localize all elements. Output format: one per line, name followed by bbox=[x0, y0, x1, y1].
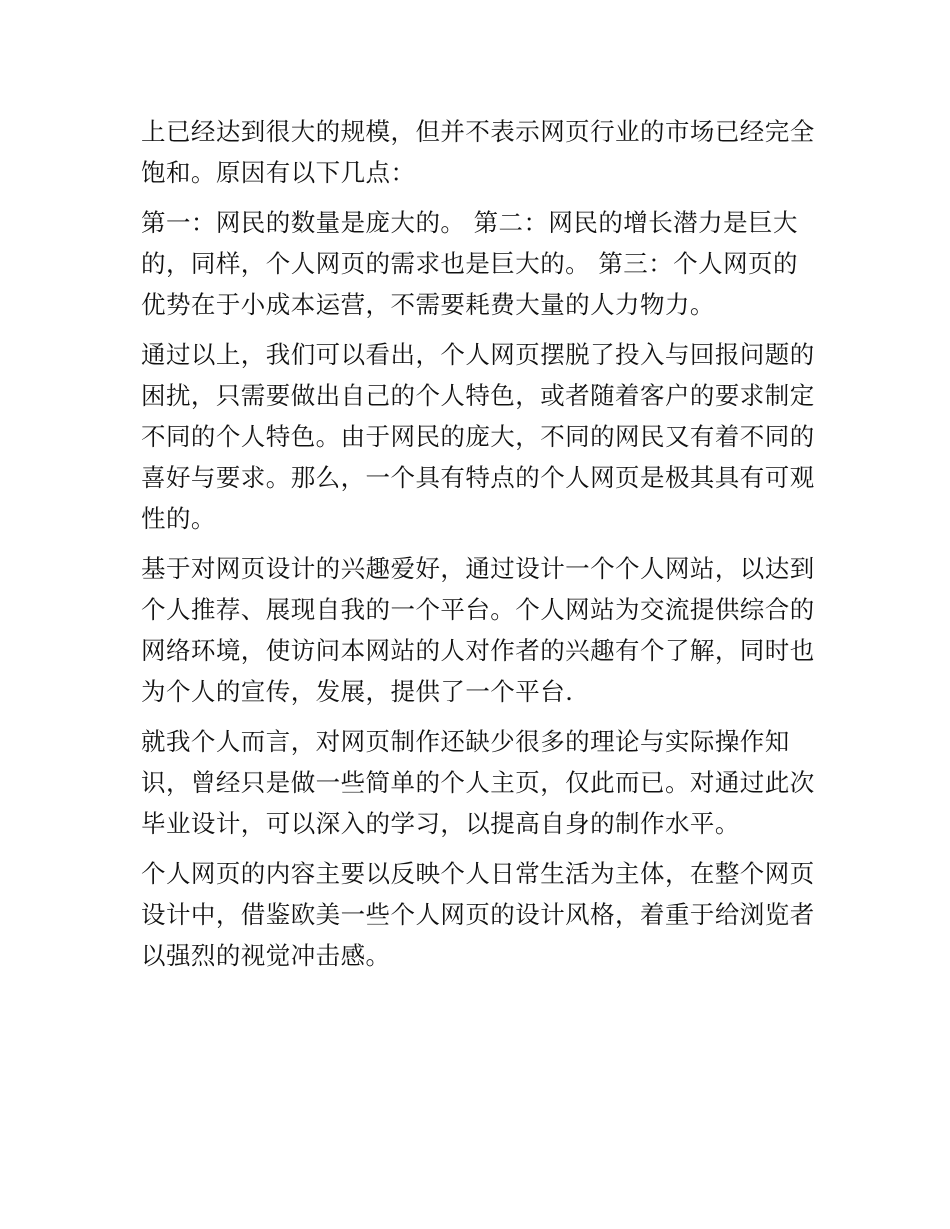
paragraph bbox=[141, 548, 816, 712]
text-line: 性的。 bbox=[141, 504, 216, 533]
text-line: 上已经达到很大的规模，但并不表示网页行业的市场已经完全 bbox=[141, 117, 815, 146]
text-line: 喜好与要求。那么，一个具有特点的个人网页是极其具有可观 bbox=[141, 463, 815, 492]
paragraph bbox=[141, 202, 816, 325]
text-line: 个人网页的内容主要以反映个人日常生活为主体，在整个网页 bbox=[141, 859, 815, 888]
text-line: 设计中，借鉴欧美一些个人网页的设计风格，着重于给浏览者 bbox=[141, 900, 815, 929]
text-line: 的，同样，个人网页的需求也是巨大的。 第三：个人网页的 bbox=[141, 249, 798, 278]
text-line: 第一：网民的数量是庞大的。 第二：网民的增长潜力是巨大 bbox=[141, 208, 798, 237]
body-text bbox=[141, 111, 816, 976]
paragraph-spacer bbox=[141, 539, 816, 548]
text-line: 毕业设计，可以深入的学习，以提高自身的制作水平。 bbox=[141, 809, 740, 838]
text-line: 识，曾经只是做一些简单的个人主页，仅此而已。对通过此次 bbox=[141, 768, 815, 797]
text-line: 就我个人而言，对网页制作还缺少很多的理论与实际操作知 bbox=[141, 727, 790, 756]
text-line: 为个人的宣传，发展，提供了一个平台. bbox=[141, 677, 574, 706]
paragraph bbox=[141, 721, 816, 844]
text-line: 基于对网页设计的兴趣爱好，通过设计一个个人网站，以达到 bbox=[141, 554, 815, 583]
text-line: 个人推荐、展现自我的一个平台。个人网站为交流提供综合的 bbox=[141, 595, 815, 624]
text-line: 不同的个人特色。由于网民的庞大，不同的网民又有着不同的 bbox=[141, 422, 815, 451]
text-line: 困扰，只需要做出自己的个人特色，或者随着客户的要求制定 bbox=[141, 381, 815, 410]
text-line: 以强烈的视觉冲击感。 bbox=[141, 941, 391, 970]
paragraph bbox=[141, 334, 816, 539]
text-line: 通过以上，我们可以看出，个人网页摆脱了投入与回报问题的 bbox=[141, 340, 815, 369]
paragraph bbox=[141, 853, 816, 976]
paragraph-spacer bbox=[141, 844, 816, 853]
paragraph-spacer bbox=[141, 712, 816, 721]
paragraph-spacer bbox=[141, 325, 816, 334]
paragraph bbox=[141, 111, 816, 193]
paragraph-spacer bbox=[141, 193, 816, 202]
text-line: 优势在于小成本运营，不需要耗费大量的人力物力。 bbox=[141, 290, 715, 319]
text-line: 饱和。原因有以下几点： bbox=[141, 158, 416, 187]
text-line: 网络环境，使访问本网站的人对作者的兴趣有个了解，同时也 bbox=[141, 636, 815, 665]
